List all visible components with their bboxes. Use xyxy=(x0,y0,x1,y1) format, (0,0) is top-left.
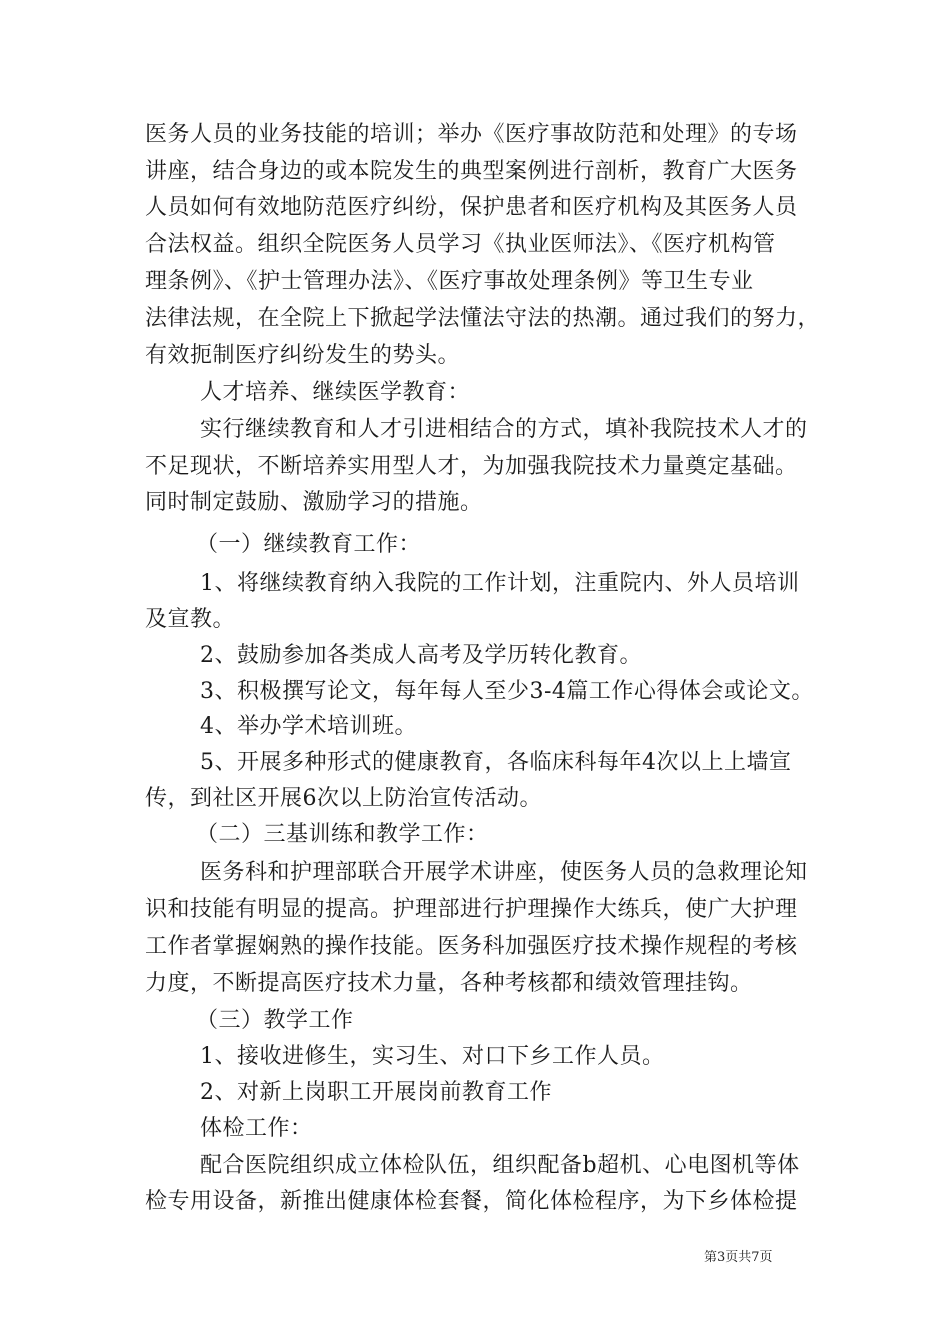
text-line-24: 力度，不断提高医疗技术力量，各种考核都和绩效管理挂钩。 xyxy=(145,971,753,996)
text-line-23: 工作者掌握娴熟的操作技能。医务科加强医疗技术操作规程的考核 xyxy=(145,934,798,959)
text-line-16: 3、积极撰写论文，每年每人至少3-4篇工作心得体会或论文。 xyxy=(200,679,814,704)
section-heading-physical-exam: 体检工作： xyxy=(200,1116,313,1141)
text-line-6: 法律法规，在全院上下掀起学法懂法守法的热潮。通过我们的努力， xyxy=(145,306,821,331)
text-line-10: 不足现状，不断培养实用型人才，为加强我院技术力量奠定基础。 xyxy=(145,454,798,479)
text-line-4: 合法权益。组织全院医务人员学习《执业医师法》、《医疗机构管 xyxy=(145,232,776,257)
text-line-22: 识和技能有明显的提高。护理部进行护理操作大练兵，使广大护理 xyxy=(145,897,798,922)
page-number: 第3页共7页 xyxy=(704,1250,773,1265)
text-line-1: 医务人员的业务技能的培训；举办《医疗事故防范和处理》的专场 xyxy=(145,122,798,147)
text-line-17: 4、举办学术培训班。 xyxy=(200,714,417,739)
section-heading-talent: 人才培养、继续医学教育： xyxy=(200,380,471,405)
text-line-14: 及宣教。 xyxy=(145,607,236,632)
text-line-2: 讲座，结合身边的或本院发生的典型案例进行剖析，教育广大医务 xyxy=(145,159,798,184)
text-line-5: 理条例》、《护士管理办法》、《医疗事故处理条例》等卫生专业 xyxy=(145,269,754,294)
text-line-13: 1、将继续教育纳入我院的工作计划，注重院内、外人员培训 xyxy=(200,571,800,596)
text-line-3: 人员如何有效地防范医疗纠纷，保护患者和医疗机构及其医务人员 xyxy=(145,195,798,220)
text-line-27: 2、对新上岗职工开展岗前教育工作 xyxy=(200,1080,552,1105)
subheading-continuing-education: （一）继续教育工作： xyxy=(196,532,422,557)
text-line-18: 5、开展多种形式的健康教育，各临床科每年4次以上上墙宣 xyxy=(200,750,792,775)
text-line-26: 1、接收进修生，实习生、对口下乡工作人员。 xyxy=(200,1044,665,1069)
text-line-29: 配合医院组织成立体检队伍，组织配备b超机、心电图机等体 xyxy=(200,1153,800,1178)
text-line-19: 传，到社区开展6次以上防治宣传活动。 xyxy=(145,786,542,811)
text-line-9: 实行继续教育和人才引进相结合的方式，填补我院技术人才的 xyxy=(200,417,808,442)
subheading-three-basics: （二）三基训练和教学工作： xyxy=(196,822,489,847)
subheading-teaching: （三）教学工作 xyxy=(196,1008,354,1033)
text-line-15: 2、鼓励参加各类成人高考及学历转化教育。 xyxy=(200,643,642,668)
text-line-21: 医务科和护理部联合开展学术讲座，使医务人员的急救理论知 xyxy=(200,860,808,885)
text-line-11: 同时制定鼓励、激励学习的措施。 xyxy=(145,490,483,515)
text-line-7: 有效扼制医疗纠纷发生的势头。 xyxy=(145,343,461,368)
text-line-30: 检专用设备，新推出健康体检套餐，简化体检程序，为下乡体检提 xyxy=(145,1189,798,1214)
